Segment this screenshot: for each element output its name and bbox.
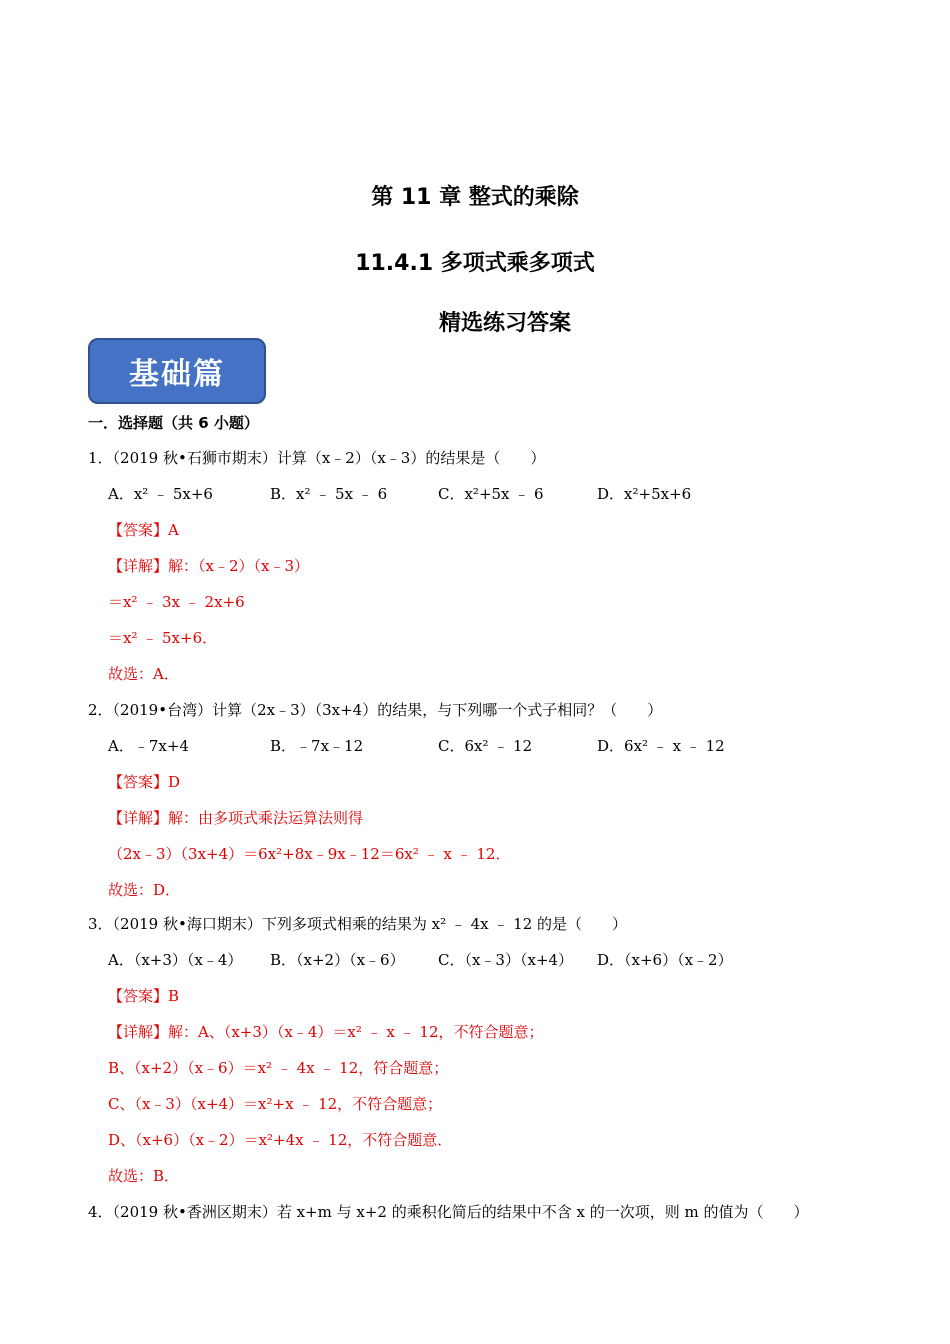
q2-option-b: B．﹣7x﹣12 <box>270 737 364 755</box>
question-2-stem: 2．（2019•台湾）计算（2x﹣3）（3x+4）的结果，与下列哪一个式子相同？（ ） <box>88 701 663 719</box>
q1-option-d: D．x²+5x+6 <box>597 485 692 503</box>
q2-answer: 【答案】D <box>108 773 181 791</box>
q1-option-b: B．x² ﹣ 5x ﹣ 6 <box>270 485 388 503</box>
q3-detail-line: 【详解】解：A、（x+3）（x﹣4）＝x² ﹣ x ﹣ 12，不符合题意； <box>108 1023 544 1041</box>
q2-detail-line: （2x﹣3）（3x+4）＝6x²+8x﹣9x﹣12＝6x² ﹣ x ﹣ 12． <box>108 845 511 863</box>
q3-detail-line: 故选：B． <box>108 1167 180 1185</box>
q1-answer: 【答案】A <box>108 521 179 539</box>
q1-detail-line: 【详解】解：（x﹣2）（x﹣3） <box>108 557 310 575</box>
basic-level-badge: 基础篇 <box>88 338 266 404</box>
q2-option-a: A．﹣7x+4 <box>108 737 189 755</box>
answers-subtitle: 精选练习答案 <box>438 311 571 336</box>
q1-detail-line: 故选：A． <box>108 665 179 683</box>
part-heading: 一．选择题（共 6 小题） <box>88 414 259 432</box>
q3-detail-line: B、（x+2）（x﹣6）＝x² ﹣ 4x ﹣ 12，符合题意； <box>108 1059 449 1077</box>
q3-option-a: A．（x+3）（x﹣4） <box>108 951 243 969</box>
q3-detail-line: D、（x+6）（x﹣2）＝x²+4x ﹣ 12，不符合题意． <box>108 1131 453 1149</box>
section-title: 11.4.1 多项式乘多项式 <box>355 251 595 276</box>
q3-answer: 【答案】B <box>108 987 180 1005</box>
q2-option-d: D．6x² ﹣ x ﹣ 12 <box>597 737 725 755</box>
q3-detail-line: C、（x﹣3）（x+4）＝x²+x ﹣ 12，不符合题意； <box>108 1095 443 1113</box>
q2-option-c: C．6x² ﹣ 12 <box>438 737 533 755</box>
chapter-title: 第 11 章 整式的乘除 <box>371 185 579 210</box>
q3-option-b: B．（x+2）（x﹣6） <box>270 951 405 969</box>
q1-detail-line: ＝x² ﹣ 3x ﹣ 2x+6 <box>108 593 245 611</box>
q3-option-d: D．（x+6）（x﹣2） <box>597 951 733 969</box>
q3-option-c: C．（x﹣3）（x+4） <box>438 951 574 969</box>
q2-detail-line: 故选：D． <box>108 881 181 899</box>
q1-option-c: C．x²+5x ﹣ 6 <box>438 485 544 503</box>
question-4-stem: 4．（2019 秋•香洲区期末）若 x+m 与 x+2 的乘积化简后的结果中不含 x 的一次项，则 m 的值为（ ） <box>88 1203 809 1221</box>
q1-option-a: A．x² ﹣ 5x+6 <box>108 485 213 503</box>
q2-detail-line: 【详解】解：由多项式乘法运算法则得 <box>108 809 364 827</box>
question-1-stem: 1．（2019 秋•石狮市期末）计算（x﹣2）（x﹣3）的结果是（ ） <box>88 449 546 467</box>
question-3-stem: 3．（2019 秋•海口期末）下列多项式相乘的结果为 x² ﹣ 4x ﹣ 12 的是（ ） <box>88 915 628 933</box>
q1-detail-line: ＝x² ﹣ 5x+6． <box>108 629 218 647</box>
